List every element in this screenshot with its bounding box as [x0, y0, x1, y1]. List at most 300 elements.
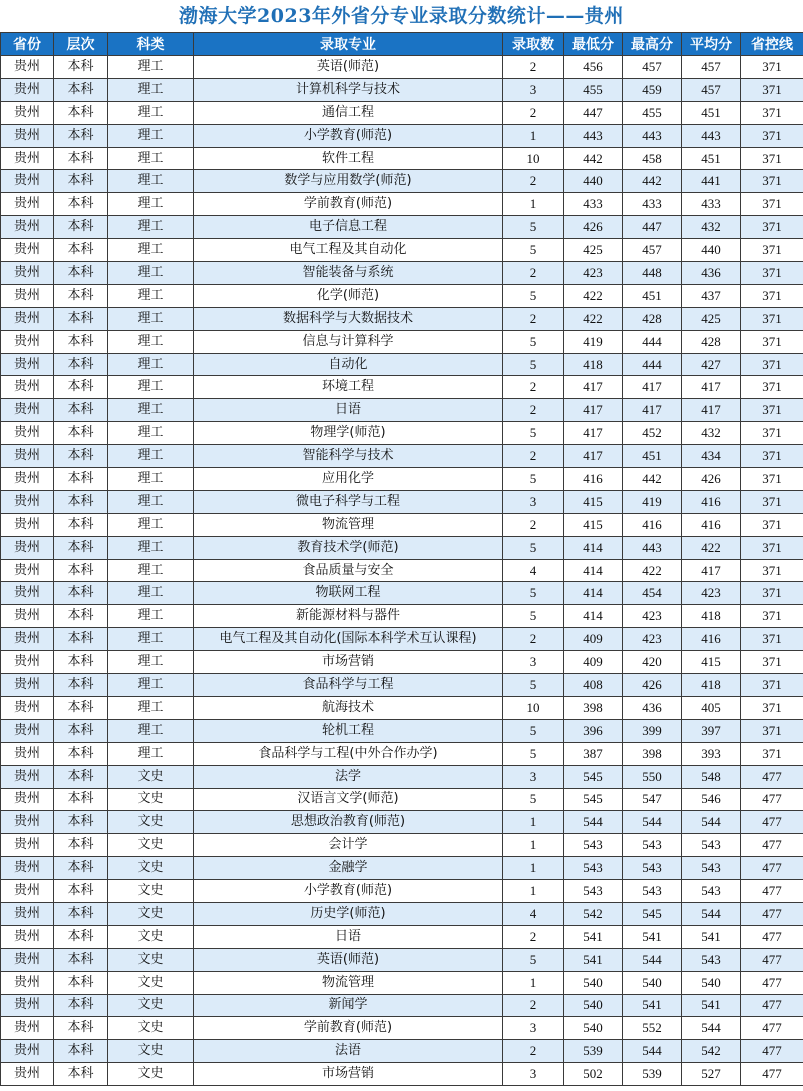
- control-line-cell: 477: [741, 994, 803, 1017]
- table-row: [1, 696, 803, 719]
- min-score-cell: 425: [564, 239, 623, 262]
- major-cell: 自动化: [194, 353, 503, 376]
- admitted-count-cell: 2: [503, 925, 564, 948]
- admitted-count-cell: 5: [503, 719, 564, 742]
- min-score-cell: 414: [564, 605, 623, 628]
- control-line-cell: 477: [741, 834, 803, 857]
- category-cell: 理工: [108, 422, 194, 445]
- level-cell: 本科: [54, 307, 108, 330]
- avg-score-cell: 418: [682, 605, 741, 628]
- level-cell: 本科: [54, 376, 108, 399]
- control-line-cell: 371: [741, 284, 803, 307]
- table-body: [1, 56, 803, 1086]
- avg-score-cell: 544: [682, 811, 741, 834]
- max-score-cell: 454: [623, 582, 682, 605]
- max-score-cell: 442: [623, 468, 682, 491]
- control-line-cell: 371: [741, 582, 803, 605]
- min-score-cell: 415: [564, 490, 623, 513]
- level-cell: 本科: [54, 330, 108, 353]
- level-cell: 本科: [54, 1017, 108, 1040]
- category-cell: 文史: [108, 1063, 194, 1086]
- level-cell: 本科: [54, 216, 108, 239]
- avg-score-cell: 426: [682, 468, 741, 491]
- major-cell: 物流管理: [194, 513, 503, 536]
- level-cell: 本科: [54, 788, 108, 811]
- max-score-cell: 457: [623, 56, 682, 79]
- admitted-count-cell: 1: [503, 193, 564, 216]
- header-min-score: 最低分: [564, 33, 623, 56]
- avg-score-cell: 417: [682, 399, 741, 422]
- category-cell: 理工: [108, 742, 194, 765]
- control-line-cell: 371: [741, 490, 803, 513]
- avg-score-cell: 451: [682, 147, 741, 170]
- max-score-cell: 544: [623, 811, 682, 834]
- avg-score-cell: 423: [682, 582, 741, 605]
- category-cell: 理工: [108, 490, 194, 513]
- table-row: [1, 422, 803, 445]
- max-score-cell: 417: [623, 376, 682, 399]
- min-score-cell: 544: [564, 811, 623, 834]
- province-cell: 贵州: [1, 1040, 54, 1063]
- major-cell: 信息与计算科学: [194, 330, 503, 353]
- min-score-cell: 455: [564, 78, 623, 101]
- level-cell: 本科: [54, 880, 108, 903]
- max-score-cell: 545: [623, 902, 682, 925]
- max-score-cell: 420: [623, 651, 682, 674]
- admitted-count-cell: 1: [503, 834, 564, 857]
- province-cell: 贵州: [1, 765, 54, 788]
- table-row: [1, 147, 803, 170]
- control-line-cell: 371: [741, 536, 803, 559]
- province-cell: 贵州: [1, 284, 54, 307]
- category-cell: 理工: [108, 674, 194, 697]
- province-cell: 贵州: [1, 696, 54, 719]
- header-major: 录取专业: [194, 33, 503, 56]
- admitted-count-cell: 1: [503, 857, 564, 880]
- control-line-cell: 371: [741, 376, 803, 399]
- category-cell: 理工: [108, 101, 194, 124]
- control-line-cell: 477: [741, 811, 803, 834]
- admitted-count-cell: 2: [503, 399, 564, 422]
- level-cell: 本科: [54, 399, 108, 422]
- category-cell: 文史: [108, 994, 194, 1017]
- province-cell: 贵州: [1, 513, 54, 536]
- header-province: 省份: [1, 33, 54, 56]
- province-cell: 贵州: [1, 307, 54, 330]
- admitted-count-cell: 2: [503, 376, 564, 399]
- major-cell: 英语(师范): [194, 56, 503, 79]
- category-cell: 理工: [108, 56, 194, 79]
- min-score-cell: 387: [564, 742, 623, 765]
- table-row: [1, 216, 803, 239]
- province-cell: 贵州: [1, 101, 54, 124]
- avg-score-cell: 440: [682, 239, 741, 262]
- level-cell: 本科: [54, 719, 108, 742]
- avg-score-cell: 425: [682, 307, 741, 330]
- category-cell: 文史: [108, 1040, 194, 1063]
- major-cell: 物联网工程: [194, 582, 503, 605]
- header-avg-score: 平均分: [682, 33, 741, 56]
- control-line-cell: 477: [741, 925, 803, 948]
- max-score-cell: 457: [623, 239, 682, 262]
- min-score-cell: 456: [564, 56, 623, 79]
- max-score-cell: 428: [623, 307, 682, 330]
- admission-table: [0, 32, 803, 1086]
- category-cell: 文史: [108, 811, 194, 834]
- admitted-count-cell: 2: [503, 307, 564, 330]
- table-row: [1, 124, 803, 147]
- table-row: [1, 56, 803, 79]
- major-cell: 物理学(师范): [194, 422, 503, 445]
- control-line-cell: 477: [741, 765, 803, 788]
- max-score-cell: 417: [623, 399, 682, 422]
- major-cell: 通信工程: [194, 101, 503, 124]
- admitted-count-cell: 5: [503, 948, 564, 971]
- major-cell: 数据科学与大数据技术: [194, 307, 503, 330]
- level-cell: 本科: [54, 857, 108, 880]
- major-cell: 食品科学与工程(中外合作办学): [194, 742, 503, 765]
- avg-score-cell: 546: [682, 788, 741, 811]
- major-cell: 电气工程及其自动化: [194, 239, 503, 262]
- level-cell: 本科: [54, 513, 108, 536]
- header-admitted-count: 录取数: [503, 33, 564, 56]
- province-cell: 贵州: [1, 1017, 54, 1040]
- control-line-cell: 371: [741, 719, 803, 742]
- min-score-cell: 443: [564, 124, 623, 147]
- major-cell: 金融学: [194, 857, 503, 880]
- max-score-cell: 447: [623, 216, 682, 239]
- province-cell: 贵州: [1, 56, 54, 79]
- max-score-cell: 539: [623, 1063, 682, 1086]
- category-cell: 文史: [108, 834, 194, 857]
- max-score-cell: 448: [623, 262, 682, 285]
- min-score-cell: 540: [564, 1017, 623, 1040]
- category-cell: 理工: [108, 651, 194, 674]
- category-cell: 理工: [108, 239, 194, 262]
- table-row: [1, 628, 803, 651]
- admitted-count-cell: 5: [503, 582, 564, 605]
- major-cell: 学前教育(师范): [194, 1017, 503, 1040]
- min-score-cell: 398: [564, 696, 623, 719]
- major-cell: 法语: [194, 1040, 503, 1063]
- max-score-cell: 547: [623, 788, 682, 811]
- max-score-cell: 458: [623, 147, 682, 170]
- level-cell: 本科: [54, 78, 108, 101]
- category-cell: 文史: [108, 925, 194, 948]
- avg-score-cell: 416: [682, 628, 741, 651]
- table-row: [1, 353, 803, 376]
- category-cell: 理工: [108, 284, 194, 307]
- table-row: [1, 651, 803, 674]
- level-cell: 本科: [54, 284, 108, 307]
- level-cell: 本科: [54, 124, 108, 147]
- min-score-cell: 422: [564, 284, 623, 307]
- control-line-cell: 371: [741, 399, 803, 422]
- page-title: 渤海大学2023年外省分专业录取分数统计——贵州: [179, 5, 624, 27]
- max-score-cell: 444: [623, 330, 682, 353]
- header-control-line: 省控线: [741, 33, 803, 56]
- province-cell: 贵州: [1, 719, 54, 742]
- province-cell: 贵州: [1, 216, 54, 239]
- max-score-cell: 423: [623, 628, 682, 651]
- max-score-cell: 455: [623, 101, 682, 124]
- table-row: [1, 834, 803, 857]
- avg-score-cell: 542: [682, 1040, 741, 1063]
- max-score-cell: 442: [623, 170, 682, 193]
- avg-score-cell: 548: [682, 765, 741, 788]
- table-row: [1, 788, 803, 811]
- table-row: [1, 1017, 803, 1040]
- category-cell: 理工: [108, 582, 194, 605]
- max-score-cell: 451: [623, 445, 682, 468]
- province-cell: 贵州: [1, 330, 54, 353]
- province-cell: 贵州: [1, 948, 54, 971]
- table-row: [1, 330, 803, 353]
- header-max-score: 最高分: [623, 33, 682, 56]
- admitted-count-cell: 5: [503, 468, 564, 491]
- admitted-count-cell: 2: [503, 170, 564, 193]
- level-cell: 本科: [54, 674, 108, 697]
- major-cell: 英语(师范): [194, 948, 503, 971]
- category-cell: 文史: [108, 788, 194, 811]
- admitted-count-cell: 4: [503, 902, 564, 925]
- header-level: 层次: [54, 33, 108, 56]
- level-cell: 本科: [54, 605, 108, 628]
- max-score-cell: 459: [623, 78, 682, 101]
- category-cell: 文史: [108, 1017, 194, 1040]
- min-score-cell: 541: [564, 948, 623, 971]
- avg-score-cell: 457: [682, 78, 741, 101]
- category-cell: 文史: [108, 880, 194, 903]
- category-cell: 理工: [108, 559, 194, 582]
- category-cell: 理工: [108, 399, 194, 422]
- min-score-cell: 415: [564, 513, 623, 536]
- province-cell: 贵州: [1, 536, 54, 559]
- category-cell: 理工: [108, 696, 194, 719]
- min-score-cell: 423: [564, 262, 623, 285]
- table-row: [1, 1040, 803, 1063]
- min-score-cell: 417: [564, 399, 623, 422]
- province-cell: 贵州: [1, 147, 54, 170]
- table-row: [1, 78, 803, 101]
- major-cell: 食品科学与工程: [194, 674, 503, 697]
- avg-score-cell: 427: [682, 353, 741, 376]
- avg-score-cell: 405: [682, 696, 741, 719]
- table-row: [1, 1063, 803, 1086]
- control-line-cell: 477: [741, 1040, 803, 1063]
- major-cell: 市场营销: [194, 651, 503, 674]
- category-cell: 理工: [108, 628, 194, 651]
- province-cell: 贵州: [1, 468, 54, 491]
- control-line-cell: 371: [741, 742, 803, 765]
- category-cell: 文史: [108, 902, 194, 925]
- max-score-cell: 422: [623, 559, 682, 582]
- province-cell: 贵州: [1, 376, 54, 399]
- admitted-count-cell: 5: [503, 742, 564, 765]
- admitted-count-cell: 2: [503, 628, 564, 651]
- level-cell: 本科: [54, 742, 108, 765]
- control-line-cell: 477: [741, 1063, 803, 1086]
- level-cell: 本科: [54, 628, 108, 651]
- min-score-cell: 442: [564, 147, 623, 170]
- category-cell: 理工: [108, 468, 194, 491]
- major-cell: 学前教育(师范): [194, 193, 503, 216]
- min-score-cell: 396: [564, 719, 623, 742]
- min-score-cell: 543: [564, 880, 623, 903]
- avg-score-cell: 544: [682, 902, 741, 925]
- admitted-count-cell: 3: [503, 765, 564, 788]
- admitted-count-cell: 2: [503, 101, 564, 124]
- province-cell: 贵州: [1, 628, 54, 651]
- avg-score-cell: 544: [682, 1017, 741, 1040]
- level-cell: 本科: [54, 994, 108, 1017]
- table-row: [1, 307, 803, 330]
- admitted-count-cell: 3: [503, 1017, 564, 1040]
- category-cell: 理工: [108, 330, 194, 353]
- province-cell: 贵州: [1, 834, 54, 857]
- admitted-count-cell: 4: [503, 559, 564, 582]
- level-cell: 本科: [54, 468, 108, 491]
- province-cell: 贵州: [1, 788, 54, 811]
- table-header-row: [1, 33, 803, 56]
- avg-score-cell: 432: [682, 422, 741, 445]
- admitted-count-cell: 5: [503, 284, 564, 307]
- province-cell: 贵州: [1, 674, 54, 697]
- control-line-cell: 371: [741, 353, 803, 376]
- category-cell: 理工: [108, 376, 194, 399]
- table-row: [1, 170, 803, 193]
- major-cell: 新闻学: [194, 994, 503, 1017]
- min-score-cell: 416: [564, 468, 623, 491]
- category-cell: 理工: [108, 353, 194, 376]
- major-cell: 日语: [194, 399, 503, 422]
- level-cell: 本科: [54, 651, 108, 674]
- table-row: [1, 948, 803, 971]
- admitted-count-cell: 5: [503, 674, 564, 697]
- admitted-count-cell: 5: [503, 353, 564, 376]
- category-cell: 文史: [108, 948, 194, 971]
- control-line-cell: 371: [741, 330, 803, 353]
- avg-score-cell: 543: [682, 834, 741, 857]
- min-score-cell: 417: [564, 376, 623, 399]
- min-score-cell: 545: [564, 788, 623, 811]
- min-score-cell: 422: [564, 307, 623, 330]
- control-line-cell: 371: [741, 56, 803, 79]
- admitted-count-cell: 1: [503, 880, 564, 903]
- table-row: [1, 971, 803, 994]
- control-line-cell: 371: [741, 674, 803, 697]
- level-cell: 本科: [54, 239, 108, 262]
- control-line-cell: 371: [741, 651, 803, 674]
- control-line-cell: 371: [741, 101, 803, 124]
- level-cell: 本科: [54, 925, 108, 948]
- level-cell: 本科: [54, 1040, 108, 1063]
- min-score-cell: 542: [564, 902, 623, 925]
- avg-score-cell: 416: [682, 490, 741, 513]
- max-score-cell: 543: [623, 880, 682, 903]
- province-cell: 贵州: [1, 559, 54, 582]
- province-cell: 贵州: [1, 399, 54, 422]
- major-cell: 小学教育(师范): [194, 880, 503, 903]
- table-row: [1, 284, 803, 307]
- max-score-cell: 444: [623, 353, 682, 376]
- control-line-cell: 477: [741, 948, 803, 971]
- level-cell: 本科: [54, 696, 108, 719]
- control-line-cell: 477: [741, 788, 803, 811]
- admitted-count-cell: 3: [503, 78, 564, 101]
- table-row: [1, 536, 803, 559]
- max-score-cell: 436: [623, 696, 682, 719]
- admitted-count-cell: 5: [503, 330, 564, 353]
- control-line-cell: 371: [741, 170, 803, 193]
- table-row: [1, 399, 803, 422]
- control-line-cell: 371: [741, 239, 803, 262]
- admitted-count-cell: 10: [503, 696, 564, 719]
- level-cell: 本科: [54, 902, 108, 925]
- category-cell: 理工: [108, 216, 194, 239]
- max-score-cell: 419: [623, 490, 682, 513]
- table-row: [1, 857, 803, 880]
- major-cell: 食品质量与安全: [194, 559, 503, 582]
- admitted-count-cell: 3: [503, 1063, 564, 1086]
- max-score-cell: 543: [623, 857, 682, 880]
- table-row: [1, 239, 803, 262]
- province-cell: 贵州: [1, 490, 54, 513]
- control-line-cell: 371: [741, 628, 803, 651]
- control-line-cell: 371: [741, 696, 803, 719]
- province-cell: 贵州: [1, 239, 54, 262]
- max-score-cell: 543: [623, 834, 682, 857]
- table-row: [1, 811, 803, 834]
- admitted-count-cell: 2: [503, 513, 564, 536]
- avg-score-cell: 441: [682, 170, 741, 193]
- major-cell: 物流管理: [194, 971, 503, 994]
- avg-score-cell: 418: [682, 674, 741, 697]
- province-cell: 贵州: [1, 880, 54, 903]
- admitted-count-cell: 5: [503, 239, 564, 262]
- major-cell: 电子信息工程: [194, 216, 503, 239]
- admitted-count-cell: 5: [503, 536, 564, 559]
- level-cell: 本科: [54, 422, 108, 445]
- major-cell: 智能装备与系统: [194, 262, 503, 285]
- control-line-cell: 371: [741, 513, 803, 536]
- major-cell: 轮机工程: [194, 719, 503, 742]
- min-score-cell: 502: [564, 1063, 623, 1086]
- control-line-cell: 371: [741, 262, 803, 285]
- control-line-cell: 371: [741, 78, 803, 101]
- control-line-cell: 371: [741, 147, 803, 170]
- min-score-cell: 417: [564, 445, 623, 468]
- control-line-cell: 477: [741, 1017, 803, 1040]
- control-line-cell: 371: [741, 468, 803, 491]
- category-cell: 理工: [108, 719, 194, 742]
- admitted-count-cell: 5: [503, 216, 564, 239]
- level-cell: 本科: [54, 353, 108, 376]
- category-cell: 理工: [108, 445, 194, 468]
- control-line-cell: 477: [741, 880, 803, 903]
- table-row: [1, 605, 803, 628]
- province-cell: 贵州: [1, 811, 54, 834]
- admitted-count-cell: 1: [503, 971, 564, 994]
- table-row: [1, 674, 803, 697]
- table-row: [1, 468, 803, 491]
- province-cell: 贵州: [1, 651, 54, 674]
- category-cell: 理工: [108, 605, 194, 628]
- max-score-cell: 416: [623, 513, 682, 536]
- level-cell: 本科: [54, 1063, 108, 1086]
- admitted-count-cell: 3: [503, 490, 564, 513]
- control-line-cell: 477: [741, 902, 803, 925]
